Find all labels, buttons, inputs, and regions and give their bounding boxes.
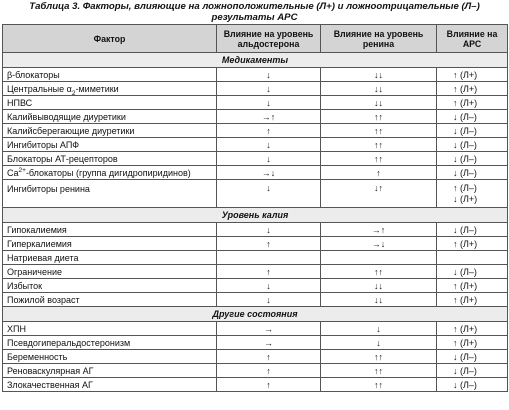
- renin-cell: ↓↓: [321, 96, 437, 110]
- table-row: [3, 223, 508, 237]
- arc-value: ↓ (Л–): [453, 266, 477, 277]
- renin-cell: ↑↑: [321, 110, 437, 124]
- factor-cell: Пожилой возраст: [3, 293, 217, 307]
- factor-text-end: -миметики: [75, 83, 119, 94]
- factor-cell: Ингибиторы АПФ: [3, 138, 217, 152]
- arc-cell: [437, 364, 508, 378]
- arc-cell: [437, 152, 508, 166]
- section-row: [3, 208, 508, 223]
- renin-cell: ↓↑: [321, 180, 437, 208]
- header-renin: Влияние на уровень ренина: [321, 25, 437, 53]
- arc-value: ↑ (Л–): [453, 182, 477, 193]
- factor-cell: Ингибиторы ренина: [3, 180, 217, 208]
- table-row: [3, 82, 508, 96]
- aldosterone-cell: →↑: [217, 110, 321, 124]
- table-row: [3, 364, 508, 378]
- header-row: [3, 25, 508, 53]
- renin-cell: ↓↓: [321, 293, 437, 307]
- factor-cell: Ограничение: [3, 265, 217, 279]
- arc-value: ↑ (Л+): [453, 97, 478, 108]
- table-row: [3, 152, 508, 166]
- table-row: [3, 265, 508, 279]
- aldosterone-cell: ↑: [217, 265, 321, 279]
- renin-cell: ↓↓: [321, 68, 437, 82]
- renin-cell: ↓: [321, 322, 437, 336]
- arc-cell: [437, 138, 508, 152]
- arc-cell: [437, 251, 508, 265]
- renin-cell: →↑: [321, 223, 437, 237]
- arc-value: ↓ (Л–): [453, 351, 477, 362]
- arc-value: ↑ (Л+): [453, 69, 478, 80]
- section-row: [3, 53, 508, 68]
- factor-superscript: 2+: [18, 166, 26, 174]
- aldosterone-cell: ↑: [217, 364, 321, 378]
- section-potassium: Уровень калия: [3, 208, 508, 223]
- renin-cell: ↓↓: [321, 82, 437, 96]
- arc-cell: [437, 265, 508, 279]
- arc-value: ↓ (Л–): [453, 111, 477, 122]
- aldosterone-cell: →: [217, 322, 321, 336]
- table-row: [3, 336, 508, 350]
- aldosterone-cell: ↑: [217, 124, 321, 138]
- table-row: [3, 251, 508, 265]
- section-row: [3, 307, 508, 322]
- renin-cell: ↑↑: [321, 265, 437, 279]
- arc-value: ↑ (Л+): [453, 323, 478, 334]
- arc-cell: [437, 322, 508, 336]
- factor-cell: [3, 166, 217, 180]
- table-caption: [0, 0, 509, 24]
- factor-cell: Избыток: [3, 279, 217, 293]
- arc-cell: [437, 166, 508, 180]
- header-aldosterone: Влияние на уровень альдостерона: [217, 25, 321, 53]
- table-row: [3, 378, 508, 392]
- table-row: [3, 166, 508, 180]
- aldosterone-cell: ↑: [217, 378, 321, 392]
- aldosterone-cell: →: [217, 336, 321, 350]
- header-arc: Влияние на АРС: [437, 25, 508, 53]
- renin-cell: ↑↑: [321, 350, 437, 364]
- arc-value: ↑ (Л+): [453, 280, 478, 291]
- arc-cell: [437, 350, 508, 364]
- table-row: [3, 180, 508, 208]
- table-row: [3, 279, 508, 293]
- arc-value: ↓ (Л–): [453, 167, 477, 178]
- aldosterone-cell: ↓: [217, 82, 321, 96]
- arc-cell: [437, 110, 508, 124]
- renin-cell: ↓: [321, 336, 437, 350]
- factor-cell: Реноваскулярная АГ: [3, 364, 217, 378]
- factor-text: Центральные α: [7, 83, 72, 94]
- arc-value: ↑ (Л+): [453, 337, 478, 348]
- table-row: [3, 322, 508, 336]
- factor-cell: Калийсберегающие диуретики: [3, 124, 217, 138]
- aldosterone-cell: ↓: [217, 180, 321, 208]
- aldosterone-cell: [217, 251, 321, 265]
- factor-cell: β-блокаторы: [3, 68, 217, 82]
- factor-cell: Беременность: [3, 350, 217, 364]
- arc-value: ↓ (Л–): [453, 153, 477, 164]
- aldosterone-cell: ↓: [217, 223, 321, 237]
- arc-value: ↓ (Л–): [453, 125, 477, 136]
- table-row: [3, 293, 508, 307]
- renin-cell: ↑↑: [321, 378, 437, 392]
- factor-cell: Блокаторы АТ-рецепторов: [3, 152, 217, 166]
- arc-cell: [437, 237, 508, 251]
- arc-value: ↑ (Л+): [453, 294, 478, 305]
- arc-value: ↑ (Л+): [453, 83, 478, 94]
- factor-cell: Калийвыводящие диуретики: [3, 110, 217, 124]
- arc-cell: [437, 180, 508, 208]
- aldosterone-cell: ↑: [217, 237, 321, 251]
- header-factor: Фактор: [3, 25, 217, 53]
- factor-cell: Злокачественная АГ: [3, 378, 217, 392]
- section-other: Другие состояния: [3, 307, 508, 322]
- table-row: [3, 138, 508, 152]
- renin-cell: ↑↑: [321, 152, 437, 166]
- caption-line-1: Таблица 3. Факторы, влияющие на ложноположительные (Л+) и ложноотрицательные (Л–): [29, 1, 480, 12]
- aldosterone-cell: ↓: [217, 293, 321, 307]
- arc-value: ↓ (Л–): [453, 365, 477, 376]
- section-medications: Медикаменты: [3, 53, 508, 68]
- table-row: [3, 237, 508, 251]
- table-row: [3, 124, 508, 138]
- arc-cell: [437, 336, 508, 350]
- arc-value: ↑ (Л+): [453, 238, 478, 249]
- table-row: [3, 68, 508, 82]
- factor-cell: [3, 82, 217, 96]
- renin-cell: ↓↓: [321, 279, 437, 293]
- arc-cell: [437, 293, 508, 307]
- aldosterone-cell: ↓: [217, 279, 321, 293]
- aldosterone-cell: ↓: [217, 68, 321, 82]
- factor-cell: НПВС: [3, 96, 217, 110]
- renin-cell: ↑↑: [321, 124, 437, 138]
- table-row: [3, 110, 508, 124]
- aldosterone-cell: →↓: [217, 166, 321, 180]
- factor-text-end: -блокаторы (группа дигидропиридинов): [25, 167, 191, 178]
- factor-cell: Натриевая диета: [3, 251, 217, 265]
- table-row: [3, 350, 508, 364]
- renin-cell: [321, 251, 437, 265]
- aldosterone-cell: ↓: [217, 152, 321, 166]
- factor-cell: Псевдогиперальдостеронизм: [3, 336, 217, 350]
- arc-value: ↓ (Л–): [453, 224, 477, 235]
- arc-value: ↓ (Л–): [453, 379, 477, 390]
- arc-cell: [437, 124, 508, 138]
- factor-cell: Гиперкалиемия: [3, 237, 217, 251]
- caption-line-2: результаты АРС: [211, 12, 298, 23]
- factor-subscript: 2: [71, 89, 76, 96]
- arc-cell: [437, 378, 508, 392]
- arc-cell: [437, 96, 508, 110]
- factor-text: Ca: [7, 167, 19, 178]
- arc-cell: [437, 279, 508, 293]
- aldosterone-cell: ↓: [217, 96, 321, 110]
- renin-cell: →↓: [321, 237, 437, 251]
- table-row: [3, 96, 508, 110]
- arc-cell: [437, 82, 508, 96]
- arc-value-group: [453, 183, 491, 205]
- renin-cell: ↑: [321, 166, 437, 180]
- factor-cell: Гипокалиемия: [3, 223, 217, 237]
- aldosterone-cell: ↓: [217, 138, 321, 152]
- arc-cell: [437, 223, 508, 237]
- renin-cell: ↑↑: [321, 138, 437, 152]
- arc-cell: [437, 68, 508, 82]
- renin-cell: ↑↑: [321, 364, 437, 378]
- aldosterone-cell: ↑: [217, 350, 321, 364]
- factors-table: [2, 24, 508, 392]
- arc-value-second: ↓ (Л+): [453, 193, 478, 204]
- factor-cell: ХПН: [3, 322, 217, 336]
- arc-value: ↓ (Л–): [453, 139, 477, 150]
